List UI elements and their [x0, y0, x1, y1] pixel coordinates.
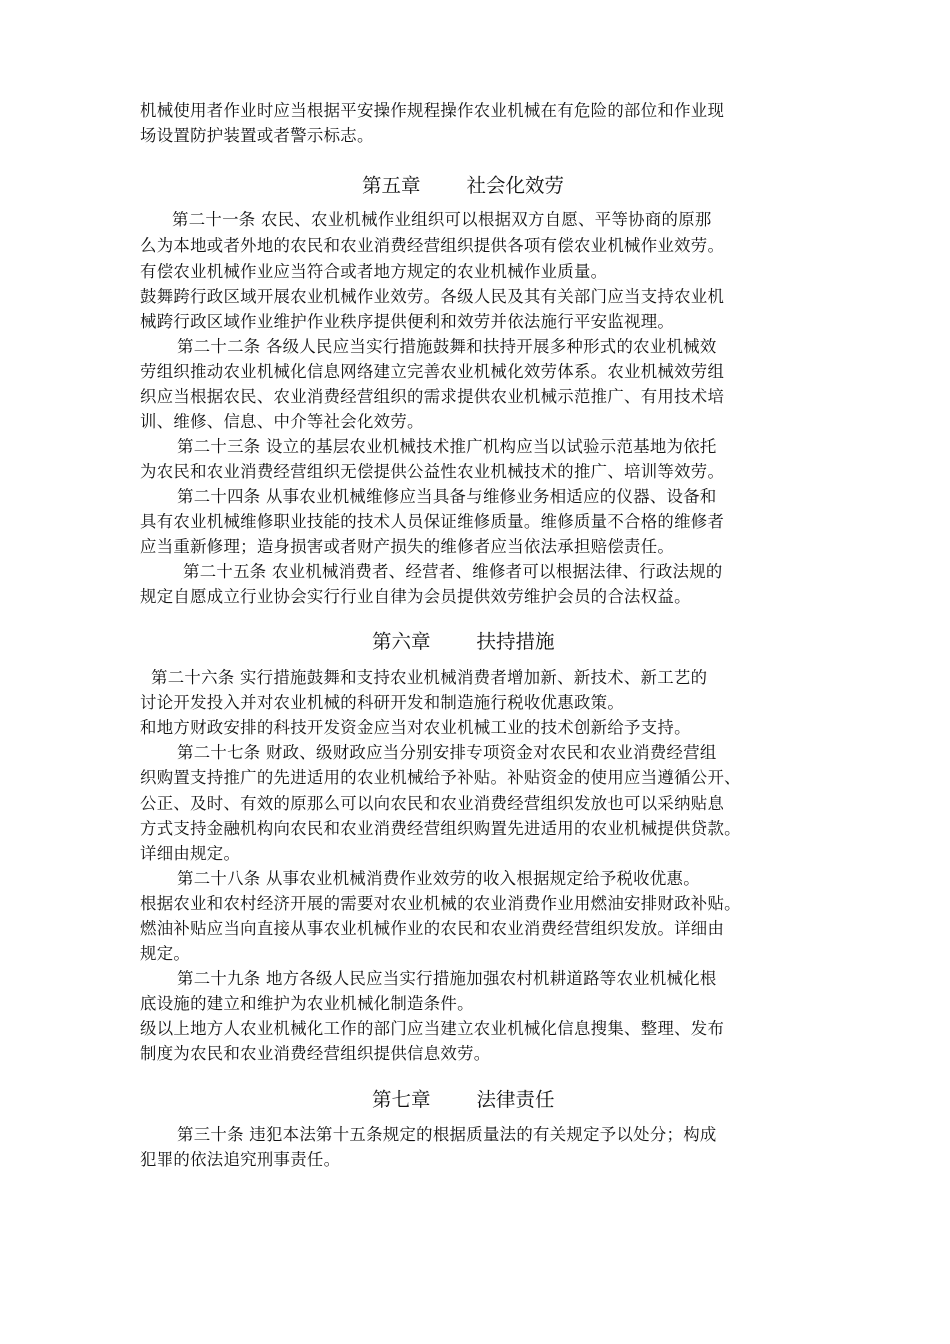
- chapter-title: 社会化效劳: [466, 174, 565, 197]
- text-line: 制度为农民和农业消费经营组织提供信息效劳。: [140, 1044, 491, 1063]
- chapter-heading: [372, 1086, 555, 1114]
- text-line: 第二十八条 从事农业机械消费作业效劳的收入根据规定给予税收优惠。: [177, 869, 700, 888]
- text-line: 场设置防护装置或者警示标志。: [140, 126, 374, 145]
- text-line: 底设施的建立和维护为农业机械化制造条件。: [140, 994, 474, 1013]
- text-line: 规定自愿成立行业协会实行行业自律为会员提供效劳维护会员的合法权益。: [140, 587, 691, 606]
- text-line: 械跨行政区域作业维护作业秩序提供便利和效劳并依法施行平安监视理。: [140, 312, 675, 331]
- text-line: 级以上地方人农业机械化工作的部门应当建立农业机械化信息搜集、整理、发布: [140, 1019, 725, 1038]
- text-line: 第二十六条 实行措施鼓舞和支持农业机械消费者增加新、新技术、新工艺的: [151, 668, 708, 687]
- chapter-heading: [362, 172, 564, 200]
- text-line: 犯罪的依法追究刑事责任。: [140, 1150, 341, 1169]
- text-line: 有偿农业机械作业应当符合或者地方规定的农业机械作业质量。: [140, 262, 608, 281]
- chapter-number: 第七章: [372, 1088, 431, 1111]
- text-line: 根据农业和农村经济开展的需要对农业机械的农业消费作业用燃油安排财政补贴。: [140, 894, 741, 913]
- text-line: 应当重新修理；造身损害或者财产损失的维修者应当依法承担赔偿责任。: [140, 537, 675, 556]
- text-line: 织购置支持推广的先进适用的农业机械给予补贴。补贴资金的使用应当遵循公开、: [140, 768, 741, 787]
- chapter-number: 第六章: [372, 630, 431, 653]
- text-line: 公正、及时、有效的原那么可以向农民和农业消费经营组织发放也可以采纳贴息: [140, 794, 725, 813]
- text-line: 具有农业机械维修职业技能的技术人员保证维修质量。维修质量不合格的维修者: [140, 512, 725, 531]
- text-line: 详细由规定。: [140, 844, 241, 863]
- text-line: 第二十九条 地方各级人民应当实行措施加强农村机耕道路等农业机械化根: [177, 969, 717, 988]
- text-line: 和地方财政安排的科技开发资金应当对农业机械工业的技术创新给予支持。: [140, 718, 691, 737]
- text-line: 第二十四条 从事农业机械维修应当具备与维修业务相适应的仪器、设备和: [177, 487, 717, 506]
- text-line: 第二十三条 设立的基层农业机械技术推广机构应当以试验示范基地为依托: [177, 437, 717, 456]
- chapter-number: 第五章: [362, 174, 421, 197]
- text-line: 规定。: [140, 944, 191, 963]
- chapter-title: 扶持措施: [476, 630, 555, 653]
- text-line: 第二十二条 各级人民应当实行措施鼓舞和扶持开展多种形式的农业机械效: [177, 337, 717, 356]
- text-line: 第二十七条 财政、级财政应当分别安排专项资金对农民和农业消费经营组: [177, 743, 717, 762]
- text-line: 劳组织推动农业机械化信息网络建立完善农业机械化效劳体系。农业机械效劳组: [140, 362, 725, 381]
- text-line: 么为本地或者外地的农民和农业消费经营组织提供各项有偿农业机械作业效劳。: [140, 236, 725, 255]
- text-line: 方式支持金融机构向农民和农业消费经营组织购置先进适用的农业机械提供贷款。: [140, 819, 741, 838]
- text-line: 织应当根据农民、农业消费经营组织的需求提供农业机械示范推广、有用技术培: [140, 387, 725, 406]
- text-line: 第二十一条 农民、农业机械作业组织可以根据双方自愿、平等协商的原那: [172, 210, 712, 229]
- text-line: 第三十条 违犯本法第十五条规定的根据质量法的有关规定予以处分；构成: [177, 1125, 717, 1144]
- text-line: 鼓舞跨行政区域开展农业机械作业效劳。各级人民及其有关部门应当支持农业机: [140, 287, 725, 306]
- text-line: 机械使用者作业时应当根据平安操作规程操作农业机械在有危险的部位和作业现: [140, 101, 725, 120]
- text-line: 为农民和农业消费经营组织无偿提供公益性农业机械技术的推广、培训等效劳。: [140, 462, 725, 481]
- text-line: 训、维修、信息、中介等社会化效劳。: [140, 412, 424, 431]
- text-line: 燃油补贴应当向直接从事农业机械作业的农民和农业消费经营组织发放。详细由: [140, 919, 725, 938]
- text-line: 第二十五条 农业机械消费者、经营者、维修者可以根据法律、行政法规的: [183, 562, 723, 581]
- chapter-heading: [372, 628, 555, 656]
- chapter-title: 法律责任: [476, 1088, 555, 1111]
- text-line: 讨论开发投入并对农业机械的科研开发和制造施行税收优惠政策。: [140, 693, 625, 712]
